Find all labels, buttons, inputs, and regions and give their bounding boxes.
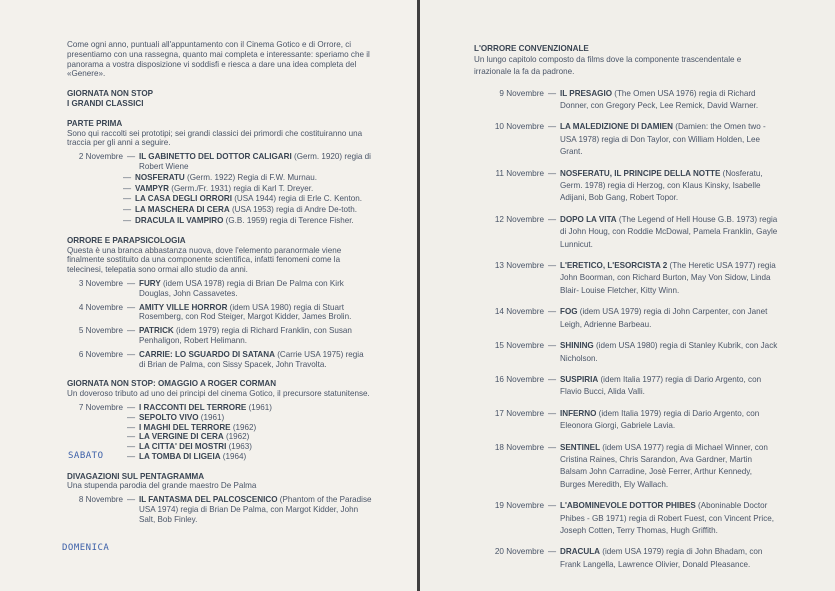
film-details: (idem USA 1980) regia di Stuart Rosemberg, con Rod Steiger, Margot Kidder, James Brolin. xyxy=(139,302,352,322)
film-details: (USA 1944) regia di Erle C. Kenton. xyxy=(231,194,363,204)
schedule-date: 3 Novembre xyxy=(78,278,123,288)
film-list xyxy=(123,173,372,226)
film-list xyxy=(127,403,372,462)
film-title: SEPOLTO VIVO xyxy=(139,412,199,422)
schedule-row: 9 Novembre — IL PRESAGIO (The Omen USA 1976) regia di Richard Donner, con Gregory Peck, Lee Remick, David Warner. xyxy=(474,88,779,113)
film-entry: — NOSFERATU (Germ. 1922) Regia di F.W. Murnau. xyxy=(123,172,318,182)
section-title: GIORNATA NON STOP xyxy=(67,89,154,99)
schedule-row: 5 Novembre — PATRICK (idem 1979) regia di Richard Franklin, con Susan Penhaligon, Robert Helimann. xyxy=(67,326,372,346)
schedule-row: 16 Novembre — SUSPIRIA (idem Italia 1977) regia di Dario Argento, con Flavio Bucci, Alida Valli. xyxy=(474,374,779,399)
right-page xyxy=(420,0,835,591)
film-title: IL GABINETTO DEL DOTTOR CALIGARI xyxy=(139,152,292,162)
schedule-date: 2 Novembre xyxy=(78,152,123,162)
film-title: L'ERETICO, L'ESORCISTA 2 xyxy=(560,261,668,271)
film-title: IL PRESAGIO xyxy=(560,88,613,98)
section-heading: ORRORE E PARAPSICOLOGIA xyxy=(67,235,186,245)
section-description: Una stupenda parodia del grande maestro De Palma xyxy=(67,481,257,491)
film-title: FOG xyxy=(560,307,578,317)
schedule-row: 14 Novembre — FOG (idem USA 1979) regia di John Carpenter, con Janet Leigh, Adrienne Barbeau. xyxy=(474,306,779,331)
film-details: (idem USA 1977) regia di Michael Winner, con Cristina Raines, Chris Sarandon, Ava Gardner, Martin Balsam John Carradine, Josè Ferrer, Arthur Kennedy, Burges Meredith, Ely Wallach. xyxy=(560,442,768,489)
dash: — xyxy=(127,152,136,162)
film-details: (The Heretic USA 1977) regia John Boorman, con Richard Burton, May Von Sidow, Linda Blair- Louise Fletcher, Kitty Winn. xyxy=(560,261,776,295)
film-details: (G.B. 1959) regia di Terence Fisher. xyxy=(223,215,354,225)
film-details: (idem USA 1980) regia di Stanley Kubrik, con Jack Nicholson. xyxy=(560,341,778,363)
film-entry: — DRACULA IL VAMPIRO (G.B. 1959) regia di Terence Fisher. xyxy=(123,215,354,225)
film-entry: — LA CITTA' DEI MOSTRI (1963) xyxy=(127,442,253,452)
film-title: SHINING xyxy=(560,341,594,351)
section-corman xyxy=(67,379,372,461)
film-details: (1961) xyxy=(246,402,272,412)
schedule-date: 5 Novembre xyxy=(78,326,123,336)
schedule-date: 4 Novembre xyxy=(78,302,123,312)
schedule-date: 9 Novembre xyxy=(499,88,544,98)
section-heading: L'ORRORE CONVENZIONALE xyxy=(474,44,589,53)
schedule-row: 13 Novembre — L'ERETICO, L'ESORCISTA 2 (The Heretic USA 1977) regia John Boorman, con Richard Burton, May Von Sidow, Linda Blair- Louise Fletcher, Kitty Winn. xyxy=(474,260,779,297)
film-entry: — VAMPYR (Germ./Fr. 1931) regia di Karl T. Dreyer. xyxy=(123,183,314,193)
section-grandi-classici xyxy=(67,89,372,109)
schedule-row: 11 Novembre — NOSFERATU, IL PRINCIPE DELLA NOTTE (Nosferatu, Germ. 1978) regia di Herzog, con Klaus Kinsky, Isabelle Adijani, Bob Gang, Robert Topor. xyxy=(474,168,779,205)
film-title: NOSFERATU xyxy=(135,172,185,182)
film-details: (USA 1953) regia di Andre De-toth. xyxy=(229,205,358,215)
schedule-date: 11 Novembre xyxy=(495,168,544,178)
schedule-date: 8 Novembre xyxy=(78,495,123,505)
film-title: SENTINEL xyxy=(560,442,601,452)
film-details: (The Omen USA 1976) regia di Richard Donner, con Gregory Peck, Lee Remick, David Warner. xyxy=(560,88,759,111)
film-details: (idem Italia 1977) regia di Dario Argento, con Flavio Bucci, Alida Valli. xyxy=(560,374,762,397)
film-title: LA VERGINE DI CERA xyxy=(139,432,224,442)
film-details: (Phantom of the Paradise USA 1974) regia di Brian De Palma, con Margot Kidder, John Salt, Bob Finley. xyxy=(139,495,372,524)
section-subtitle: I GRANDI CLASSICI xyxy=(67,98,144,108)
film-details: (1963) xyxy=(226,442,253,452)
film-details: (idem USA 1978) regia di Brian De Palma con Kirk Douglas, John Cassavetes. xyxy=(139,278,344,298)
schedule-date: 20 Novembre xyxy=(494,547,544,557)
film-title: AMITY VILLE HORROR xyxy=(139,302,228,312)
right-column xyxy=(474,44,779,571)
film-details: (1964) xyxy=(220,451,247,461)
schedule-row: 12 Novembre — DOPO LA VITA (The Legend of Hell House G.B. 1973) regia di John Houg, con Roddie McDowal, Pamela Franklin, Gayle Lunnicut. xyxy=(474,214,779,251)
film-title: L'ABOMINEVOLE DOTTOR PHIBES xyxy=(560,501,696,511)
film-title: CARRIE: LO SGUARDO DI SATANA xyxy=(139,349,275,359)
section-description: Un lungo capitolo composto da films dove la componente trascendentale e irrazionale la fa da padrone. xyxy=(474,54,742,77)
left-column xyxy=(67,40,372,525)
schedule-row: 20 Novembre — DRACULA (idem USA 1979) regia di John Bhadam, con Frank Langella, Lawrence Olivier, Donald Pleasance. xyxy=(474,546,779,571)
schedule-row xyxy=(67,403,372,462)
section-heading: GIORNATA NON STOP: OMAGGIO A ROGER CORMAN xyxy=(67,379,277,389)
film-title: DRACULA IL VAMPIRO xyxy=(135,215,224,225)
film-details: (Damien: the Omen two - USA 1978) regia di Don Taylor, con William Holden, Lee Grant. xyxy=(560,122,766,157)
handwritten-note-domenica: DOMENICA xyxy=(62,543,110,553)
film-entry xyxy=(127,152,372,172)
schedule-row: 10 Novembre — LA MALEDIZIONE DI DAMIEN (Damien: the Omen two - USA 1978) regia di Don Taylor, con William Holden, Lee Grant. xyxy=(474,121,779,158)
film-details: (Germ./Fr. 1931) regia di Karl T. Dreyer. xyxy=(169,183,314,193)
schedule-date: 12 Novembre xyxy=(494,214,544,224)
film-entry: — LA MASCHERA DI CERA (USA 1953) regia di Andre De-toth. xyxy=(123,205,358,215)
section-parapsicologia xyxy=(67,236,372,370)
film-entry: — LA TOMBA DI LIGEIA (1964) xyxy=(127,451,247,461)
film-details: (The Legend of Hell House G.B. 1973) regia di John Houg, con Roddie McDowal, Pamela Franklin, Gayle Lunnicut. xyxy=(560,214,778,249)
film-title: I MAGHI DEL TERRORE xyxy=(139,422,231,432)
schedule-date: 17 Novembre xyxy=(494,408,544,418)
film-details: (Germ. 1920) regia di Robert Wiene xyxy=(139,152,371,171)
film-title: FURY xyxy=(139,278,161,288)
section-description: Questa è una branca abbastanza nuova, dove l'elemento paranormale viene finalmente sostituito da una componente scientifica, infatti fenomeni come la telecinesi, telepatia sono ormai allo studio da anni. xyxy=(67,245,342,275)
film-entry: — I MAGHI DEL TERRORE (1962) xyxy=(127,422,257,432)
film-title: LA CASA DEGLI ORRORI xyxy=(135,194,232,204)
film-title: DOPO LA VITA xyxy=(560,214,617,224)
film-title: SUSPIRIA xyxy=(560,374,599,384)
film-title: LA CITTA' DEI MOSTRI xyxy=(139,442,227,452)
film-entry: — I RACCONTI DEL TERRORE (1961) xyxy=(127,402,272,412)
schedule-date: 19 Novembre xyxy=(494,501,544,511)
film-details: (Carrie USA 1975) regia di Brian de Palma, con Sissy Spacek, John Travolta. xyxy=(139,349,364,369)
schedule-date: 10 Novembre xyxy=(494,122,544,132)
film-details: (Nosferatu, Germ. 1978) regia di Herzog, con Klaus Kinsky, Isabelle Adijani, Bob Gang, Robert Topor. xyxy=(560,168,763,203)
schedule-date: 7 Novembre xyxy=(78,402,123,412)
film-details: (Aboninable Doctor Phibes - GB 1971) regia di Robert Fuest, con Vincent Price, Joseph Cotten, Terry Thomas, Hugh Griffith. xyxy=(560,501,774,535)
film-title: LA TOMBA DI LIGEIA xyxy=(139,451,221,461)
film-title: DRACULA xyxy=(560,547,601,557)
film-title: IL FANTASMA DEL PALCOSCENICO xyxy=(139,495,278,505)
handwritten-note-sabato: SABATO xyxy=(68,451,104,461)
schedule-date: 16 Novembre xyxy=(494,374,544,384)
film-details: (1961) xyxy=(198,412,225,422)
schedule-date: 15 Novembre xyxy=(494,341,544,351)
film-details: (idem Italia 1979) regia di Dario Argento, con Eleonora Giorgi, Gabriele Lavia. xyxy=(560,408,760,431)
film-title: PATRICK xyxy=(139,326,174,336)
schedule-row: 15 Novembre — SHINING (idem USA 1980) regia di Stanley Kubrik, con Jack Nicholson. xyxy=(474,340,779,365)
section-heading: DIVAGAZIONI SUL PENTAGRAMMA xyxy=(67,471,205,481)
film-title: I RACCONTI DEL TERRORE xyxy=(139,402,247,412)
film-details: (1962) xyxy=(230,422,257,432)
film-details: (Germ. 1922) Regia di F.W. Murnau. xyxy=(184,172,318,182)
schedule-date: 13 Novembre xyxy=(494,261,544,271)
section-heading: PARTE PRIMA xyxy=(67,118,123,128)
schedule-row: 19 Novembre — L'ABOMINEVOLE DOTTOR PHIBES (Aboninable Doctor Phibes - GB 1971) regia di Robert Fuest, con Vincent Price, Joseph Cotten, Terry Thomas, Hugh Griffith. xyxy=(474,500,779,537)
section-description: Sono qui raccolti sei prototipi; sei grandi classici dei primordi che costituiranno una traccia per gli anni a seguire. xyxy=(67,128,363,148)
schedule-row xyxy=(67,152,372,172)
film-entry: — SEPOLTO VIVO (1961) xyxy=(127,412,225,422)
section-parte-prima xyxy=(67,119,372,226)
film-title: NOSFERATU, IL PRINCIPE DELLA NOTTE xyxy=(560,168,721,178)
schedule-row: 4 Novembre — AMITY VILLE HORROR (idem USA 1980) regia di Stuart Rosemberg, con Rod Steiger, Margot Kidder, James Brolin. xyxy=(67,303,372,323)
film-details: (idem 1979) regia di Richard Franklin, con Susan Penhaligon, Robert Helimann. xyxy=(139,326,352,345)
film-entry: — LA CASA DEGLI ORRORI (USA 1944) regia di Erle C. Kenton. xyxy=(123,194,363,204)
section-description: Un doveroso tributo ad uno dei principi del cinema Gotico, il precursore statunitense. xyxy=(67,389,370,399)
schedule-row: 18 Novembre — SENTINEL (idem USA 1977) regia di Michael Winner, con Cristina Raines, Chris Sarandon, Ava Gardner, Martin Balsam John Carradine, Josè Ferrer, Arthur Kennedy, Burges Meredith, Ely Wallach. xyxy=(474,442,779,492)
film-entry: — LA VERGINE DI CERA (1962) xyxy=(127,432,250,442)
intro-paragraph: Come ogni anno, puntuali all'appuntamento con il Cinema Gotico e di Orrore, ci presentiamo con una rassegna, quanto mai completa e interessante: speriamo che il panorama a vostra disposizione vi soddisfi e riesca a dare una idea completa del «Genere». xyxy=(67,40,370,79)
schedule-date: 18 Novembre xyxy=(494,442,544,452)
schedule-date: 6 Novembre xyxy=(78,349,123,359)
film-title: LA MASCHERA DI CERA xyxy=(135,205,230,215)
film-title: VAMPYR xyxy=(135,183,170,193)
schedule-row: 6 Novembre — CARRIE: LO SGUARDO DI SATANA (Carrie USA 1975) regia di Brian de Palma, con Sissy Spacek, John Travolta. xyxy=(67,350,372,370)
film-title: INFERNO xyxy=(560,408,597,418)
schedule-date: 14 Novembre xyxy=(494,307,544,317)
section-divagazioni xyxy=(67,472,372,525)
film-details: (idem USA 1979) regia di John Bhadam, con Frank Langella, Lawrence Olivier, Donald Pleasance. xyxy=(560,547,763,569)
film-title: LA MALEDIZIONE DI DAMIEN xyxy=(560,122,674,132)
schedule-row: 17 Novembre — INFERNO (idem Italia 1979) regia di Dario Argento, con Eleonora Giorgi, Gabriele Lavia. xyxy=(474,408,779,433)
schedule-row: 8 Novembre — IL FANTASMA DEL PALCOSCENICO (Phantom of the Paradise USA 1974) regia di Brian De Palma, con Margot Kidder, John Salt, Bob Finley. xyxy=(67,495,372,524)
schedule-row: 3 Novembre — FURY (idem USA 1978) regia di Brian De Palma con Kirk Douglas, John Cassavetes. xyxy=(67,279,372,299)
film-details: (idem USA 1979) regia di John Carpenter, con Janet Leigh, Adrienne Barbeau. xyxy=(560,307,768,329)
film-details: (1962) xyxy=(223,432,250,442)
